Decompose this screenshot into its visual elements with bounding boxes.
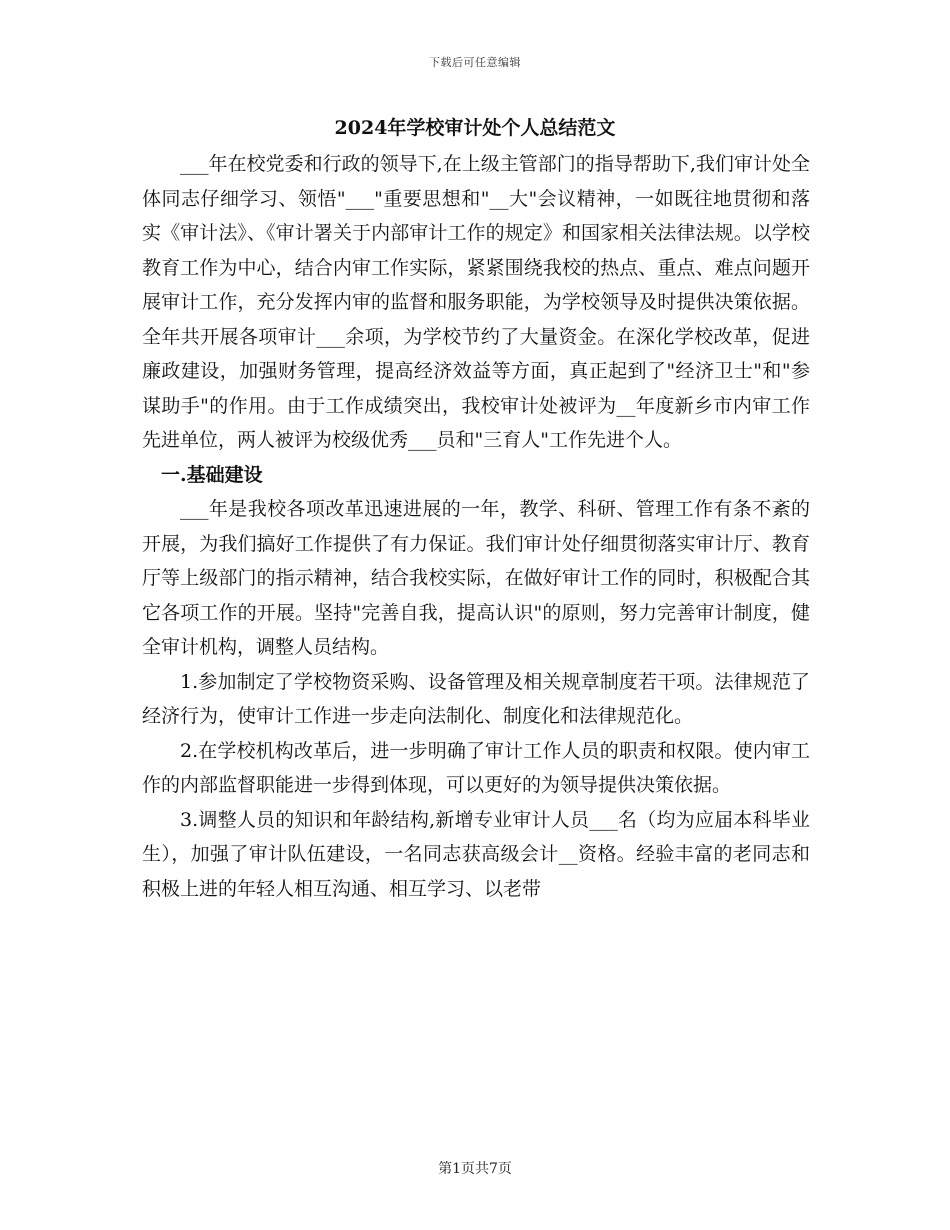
list-item-1: 1.参加制定了学校物资采购、设备管理及相关规章制度若干项。法律规范了经济行为，使审计工作进一步走向法制化、制度化和法律规范化。 [142, 670, 810, 727]
section-heading: 一.基础建设 [161, 463, 263, 486]
page-number: 第1页共7页 [438, 1161, 512, 1177]
page-header-note: 下载后可任意编辑 [429, 56, 521, 69]
document-title: 2024年学校审计处个人总结范文 [334, 117, 616, 139]
intro-paragraph: ___年在校党委和行政的领导下,在上级主管部门的指导帮助下,我们审计处全体同志仔细学习、领悟"___"重要思想和"__大"会议精神，一如既往地贯彻和落实《审计法》、《审计署关于内部审计工作的规定》和国家相关法律法规。以学校教育工作为中心，结合内审工作实际，紧紧围绕我校的热点、重点、难点问题开展审计工作，充分发挥内审的监督和服务职能，为学校领导及时提供决策依据。全年共开展各项审计___余项，为学校节约了大量资金。在深化学校改革，促进廉政建设，加强财务管理，提高经济效益等方面，真正起到了"经济卫士"和"参谋助手"的作用。由于工作成绩突出，我校审计处被评为__年度新乡市内审工作先进单位，两人被评为校级优秀___员和"三育人"工作先进个人。 [142, 153, 810, 451]
section-paragraph: ___年是我校各项改革迅速进展的一年，教学、科研、管理工作有条不紊的开展，为我们搞好工作提供了有力保证。我们审计处仔细贯彻落实审计厅、教育厅等上级部门的指示精神，结合我校实际，在做好审计工作的同时，积极配合其它各项工作的开展。坚持"完善自我，提高认识"的原则，努力完善审计制度，健全审计机构，调整人员结构。 [142, 498, 810, 658]
list-item-2: 2.在学校机构改革后，进一步明确了审计工作人员的职责和权限。使内审工作的内部监督职能进一步得到体现，可以更好的为领导提供决策依据。 [142, 739, 810, 796]
list-item-3: 3.调整人员的知识和年龄结构,新增专业审计人员___名（均为应届本科毕业生），加强了审计队伍建设，一名同志获高级会计__资格。经验丰富的老同志和积极上进的年轻人相互沟通、相互学习、以老带 [142, 808, 810, 900]
document-body [142, 147, 810, 906]
